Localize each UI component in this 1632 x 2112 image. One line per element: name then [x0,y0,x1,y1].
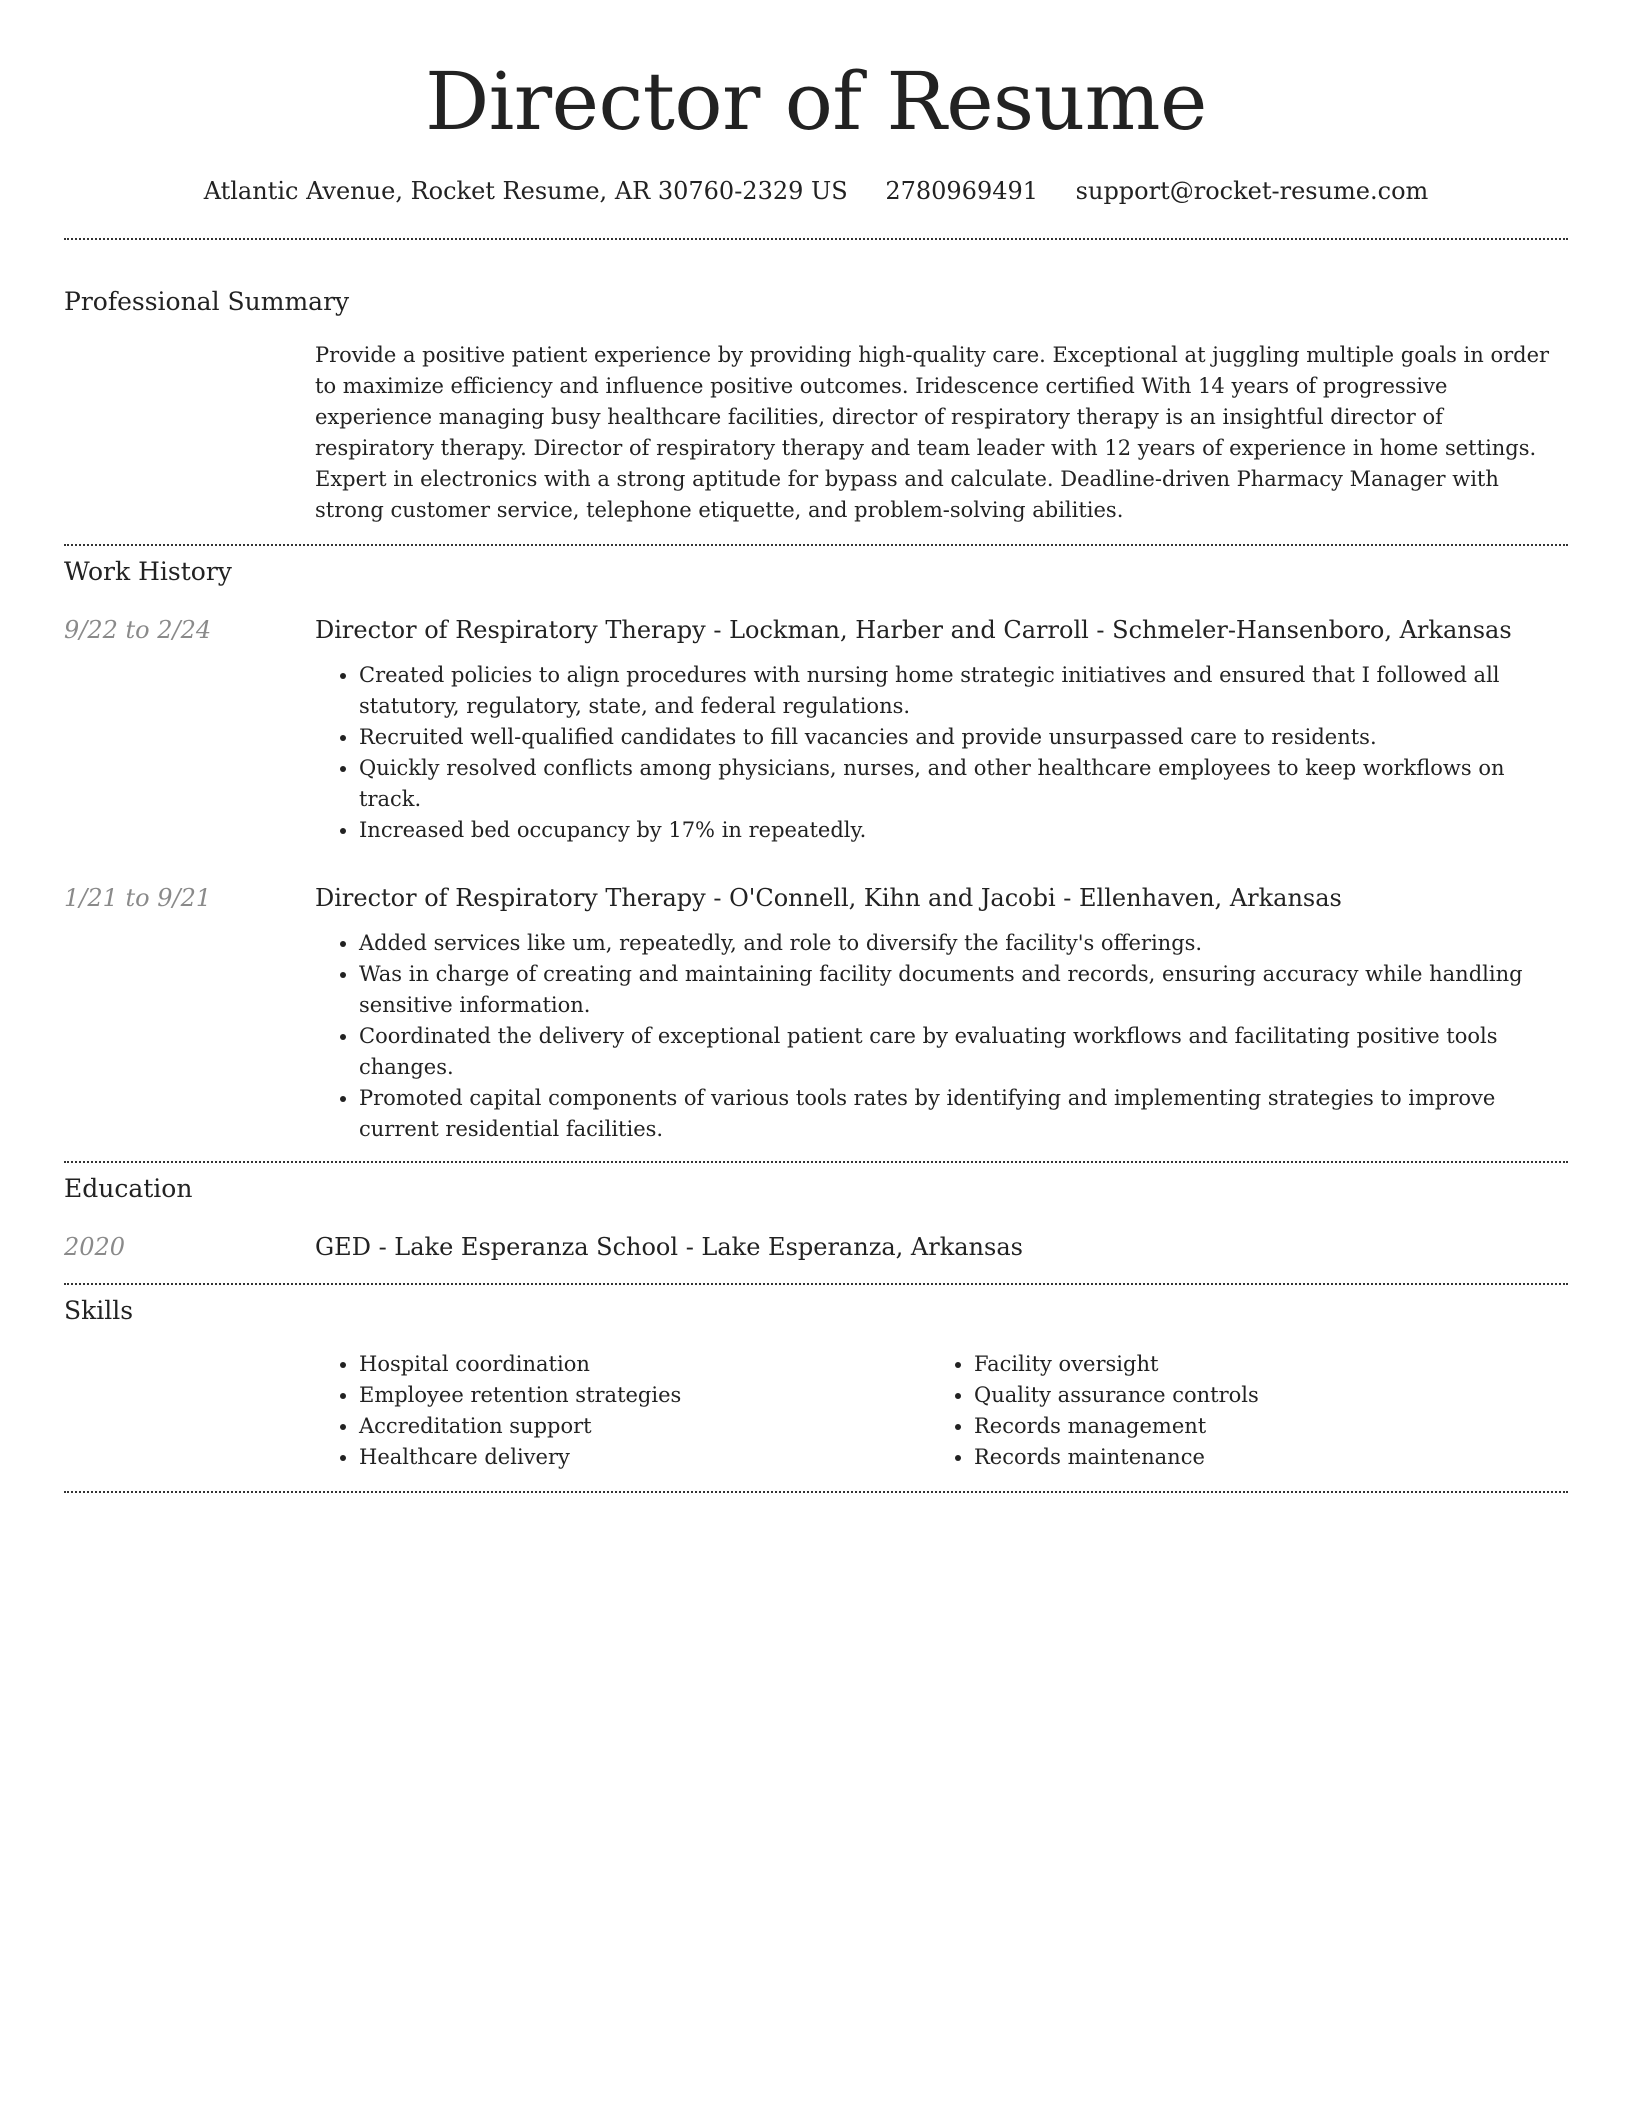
job-title: Director of Respiratory Therapy - Lockman, Harber and Carroll - Schmeler-Hansenboro, Arkansas [315,616,1512,644]
summary-row [64,340,1568,526]
summary-heading: Professional Summary [64,287,350,316]
section-education [64,1173,1568,1263]
contact-line [64,174,1568,208]
skill-item: • Employee retention strategies [359,1380,930,1411]
divider-summary [64,544,1568,546]
job-entry [64,882,1568,1145]
contact-email: support@rocket-resume.com [1075,177,1429,205]
education-year: 2020 [64,1233,126,1261]
skills-list-right [930,1349,1568,1473]
skills-row [64,1349,1568,1473]
skill-item: • Quality assurance controls [974,1380,1568,1411]
education-heading: Education [64,1174,193,1203]
work-history-heading: Work History [64,557,232,586]
divider-education [64,1283,1568,1285]
skill-item: • Accreditation support [359,1411,930,1442]
skills-spacer [64,1349,315,1473]
job-bullet: • Quickly resolved conflicts among physicians, nurses, and other healthcare employees to keep workflows on track. [359,753,1568,815]
job-entry [64,614,1568,846]
job-content [315,882,1568,1145]
divider-skills [64,1491,1568,1493]
skill-item: • Records maintenance [974,1442,1568,1473]
skill-item: • Healthcare delivery [359,1442,930,1473]
education-content [315,1231,1568,1263]
resume-page [64,0,1568,1493]
job-bullet: • Created policies to align procedures with nursing home strategic initiatives and ensured that I followed all statutory, regulatory, state, and federal regulations. [359,660,1568,722]
contact-address: Atlantic Avenue, Rocket Resume, AR 30760-2329 US [203,177,848,205]
job-bullet: • Increased bed occupancy by 17% in repeatedly. [359,815,1568,846]
job-dates: 1/21 to 9/21 [64,884,212,912]
job-title: Director of Respiratory Therapy - O'Connell, Kihn and Jacobi - Ellenhaven, Arkansas [315,884,1342,912]
skills-grid [315,1349,1568,1473]
section-summary [64,286,1568,526]
resume-name: Director of Resume [425,55,1207,148]
skill-item: • Hospital coordination [359,1349,930,1380]
skills-list-left [315,1349,930,1473]
job-bullet: • Coordinated the delivery of exceptional patient care by evaluating workflows and facilitating positive tools changes. [359,1021,1568,1083]
job-bullet: • Added services like um, repeatedly, and role to diversify the facility's offerings. [359,928,1568,959]
job-bullet: • Promoted capital components of various tools rates by identifying and implementing strategies to improve current residential facilities. [359,1083,1568,1145]
divider-header [64,238,1568,240]
summary-spacer [64,340,315,526]
section-skills [64,1295,1568,1473]
education-entry [64,1231,1568,1263]
job-dates: 9/22 to 2/24 [64,616,212,644]
skills-heading: Skills [64,1296,134,1325]
education-text: GED - Lake Esperanza School - Lake Esperanza, Arkansas [315,1233,1023,1261]
job-bullet: • Was in charge of creating and maintaining facility documents and records, ensuring accuracy while handling sensitive information. [359,959,1568,1021]
job-content [315,614,1568,846]
job-bullet: • Recruited well-qualified candidates to fill vacancies and provide unsurpassed care to residents. [359,722,1568,753]
job-bullets [315,660,1568,846]
section-work-history [64,556,1568,1145]
skill-item: • Facility oversight [974,1349,1568,1380]
contact-phone: 2780969491 [885,177,1039,205]
job-bullets [315,928,1568,1145]
summary-text: Provide a positive patient experience by providing high-quality care. Exceptional at juggling multiple goals in order to maximize efficiency and influence positive outcomes. Iridescence certified With 14 years of progressive experience managing busy healthcare facilities, director of respiratory therapy is an insightful director of respiratory therapy. Director of respiratory therapy and team leader with 12 years of experience in home settings. Expert in electronics with a strong aptitude for bypass and calculate. Deadline-driven Pharmacy Manager with strong customer service, telephone etiquette, and problem-solving abilities. [315,343,1550,522]
summary-content [315,340,1568,526]
divider-work [64,1161,1568,1163]
skill-item: • Records management [974,1411,1568,1442]
